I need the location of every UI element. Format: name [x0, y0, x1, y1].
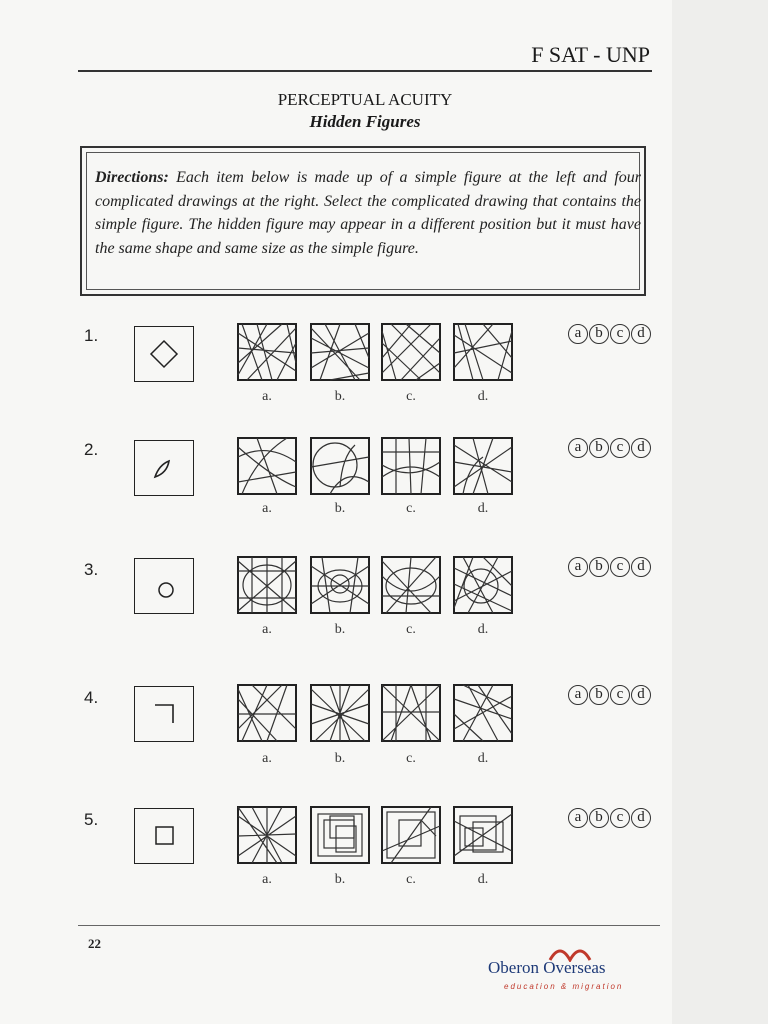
- option-drawing-a[interactable]: [237, 806, 297, 864]
- option-label-d: d.: [477, 501, 489, 516]
- brand-logo: [480, 940, 660, 1000]
- option-label-b: b.: [334, 389, 346, 404]
- option-label-b: b.: [334, 751, 346, 766]
- option-label-d: d.: [477, 389, 489, 404]
- section-title: PERCEPTUAL ACUITY: [277, 90, 453, 109]
- option-drawing-d[interactable]: [453, 323, 513, 381]
- brand-tagline: education & migration: [504, 982, 624, 991]
- option-drawing-c[interactable]: [381, 556, 441, 614]
- answer-bubble-c[interactable]: c: [610, 808, 630, 828]
- option-label-c: c.: [406, 501, 416, 516]
- option-drawing-a[interactable]: [237, 556, 297, 614]
- option-label-c: c.: [406, 622, 416, 637]
- option-drawing-d[interactable]: [453, 684, 513, 742]
- option-drawing-a[interactable]: [237, 437, 297, 495]
- answer-bubble-a[interactable]: a: [568, 557, 588, 577]
- answer-bubble-b[interactable]: b: [589, 438, 609, 458]
- answer-bubbles: [568, 324, 652, 344]
- simple-figure-box: [134, 440, 194, 496]
- answer-bubble-c[interactable]: c: [610, 438, 630, 458]
- option-label-a: a.: [262, 751, 272, 766]
- option-label-a: a.: [262, 872, 272, 887]
- answer-bubbles: [568, 557, 652, 577]
- corner-figure: [135, 687, 192, 740]
- option-drawing-c[interactable]: [381, 323, 441, 381]
- option-drawing-c[interactable]: [381, 684, 441, 742]
- directions-body: Each item below is made up of a simple figure at the left and four complicated drawings at the right. Select the complicated drawing that contains the simple figure. The hidden figure may appear in a different position but it must have the same shape and same size as the simple figure.: [95, 169, 642, 257]
- option-drawing-c[interactable]: [381, 437, 441, 495]
- option-label-c: c.: [406, 872, 416, 887]
- option-drawing-a[interactable]: [237, 684, 297, 742]
- option-drawing-b[interactable]: [310, 806, 370, 864]
- answer-bubble-c[interactable]: c: [610, 685, 630, 705]
- simple-figure-box: [134, 808, 194, 864]
- section-subtitle: Hidden Figures: [309, 112, 421, 131]
- footer-rule: [78, 925, 660, 926]
- directions-label: Directions:: [95, 169, 169, 186]
- option-label-b: b.: [334, 872, 346, 887]
- circle-figure: [135, 559, 192, 612]
- question-number: 3.: [84, 560, 99, 579]
- diamond-figure: [135, 327, 192, 380]
- option-label-b: b.: [334, 501, 346, 516]
- question-number: 5.: [84, 810, 99, 829]
- simple-figure-box: [134, 686, 194, 742]
- option-label-c: c.: [406, 389, 416, 404]
- answer-bubble-b[interactable]: b: [589, 685, 609, 705]
- option-drawing-d[interactable]: [453, 806, 513, 864]
- option-drawing-c[interactable]: [381, 806, 441, 864]
- simple-figure-box: [134, 558, 194, 614]
- answer-bubble-d[interactable]: d: [631, 438, 651, 458]
- answer-bubble-d[interactable]: d: [631, 808, 651, 828]
- answer-bubble-c[interactable]: c: [610, 324, 630, 344]
- option-drawing-b[interactable]: [310, 556, 370, 614]
- page-number: 22: [88, 936, 101, 951]
- answer-bubble-a[interactable]: a: [568, 438, 588, 458]
- option-label-a: a.: [262, 389, 272, 404]
- question-number: 4.: [84, 688, 99, 707]
- answer-bubble-b[interactable]: b: [589, 324, 609, 344]
- option-label-a: a.: [262, 622, 272, 637]
- option-drawing-d[interactable]: [453, 437, 513, 495]
- answer-bubble-b[interactable]: b: [589, 808, 609, 828]
- option-drawing-b[interactable]: [310, 684, 370, 742]
- option-label-d: d.: [477, 622, 489, 637]
- option-drawing-a[interactable]: [237, 323, 297, 381]
- header-rule: [78, 70, 652, 72]
- question-number: 2.: [84, 440, 99, 459]
- option-drawing-d[interactable]: [453, 556, 513, 614]
- simple-figure-box: [134, 326, 194, 382]
- option-label-b: b.: [334, 622, 346, 637]
- answer-bubble-d[interactable]: d: [631, 324, 651, 344]
- answer-bubble-a[interactable]: a: [568, 808, 588, 828]
- option-label-c: c.: [406, 751, 416, 766]
- option-drawing-b[interactable]: [310, 437, 370, 495]
- answer-bubble-d[interactable]: d: [631, 685, 651, 705]
- question-number: 1.: [84, 326, 99, 345]
- answer-bubbles: [568, 685, 652, 705]
- brand-name: Oberon Overseas: [488, 958, 606, 977]
- answer-bubbles: [568, 438, 652, 458]
- answer-bubble-b[interactable]: b: [589, 557, 609, 577]
- answer-bubble-a[interactable]: a: [568, 685, 588, 705]
- page-edge: [672, 0, 768, 1024]
- directions-text: [95, 166, 641, 260]
- answer-bubbles: [568, 808, 652, 828]
- option-drawing-b[interactable]: [310, 323, 370, 381]
- leaf-figure: [135, 441, 192, 494]
- answer-bubble-a[interactable]: a: [568, 324, 588, 344]
- page-header: F SAT - UNP: [531, 42, 650, 67]
- answer-bubble-d[interactable]: d: [631, 557, 651, 577]
- option-label-a: a.: [262, 501, 272, 516]
- square-figure: [135, 809, 192, 862]
- answer-bubble-c[interactable]: c: [610, 557, 630, 577]
- directions-box: [80, 146, 646, 296]
- option-label-d: d.: [477, 751, 489, 766]
- option-label-d: d.: [477, 872, 489, 887]
